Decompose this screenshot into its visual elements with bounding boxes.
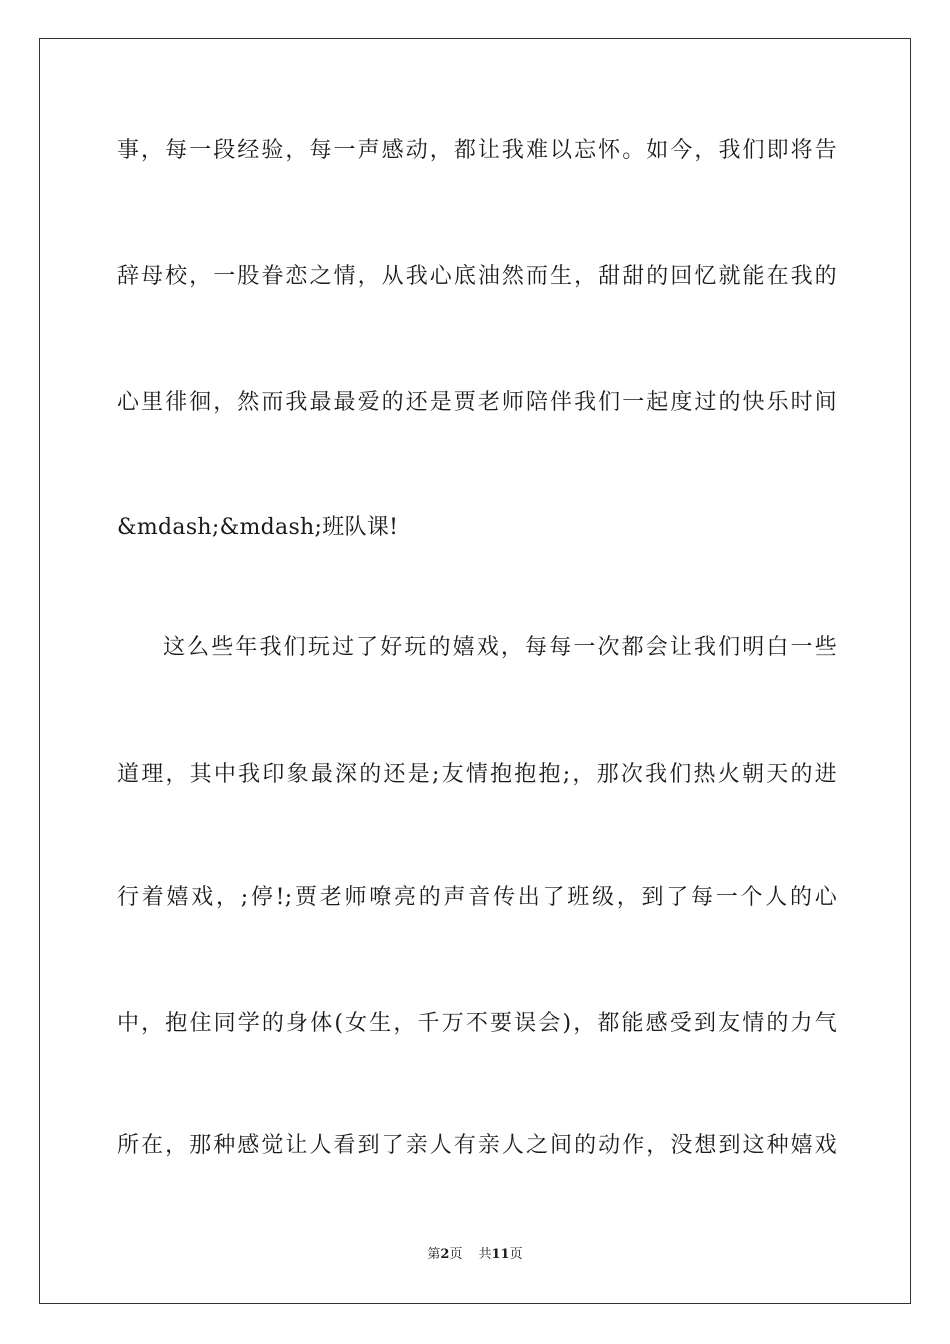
page-suffix: 页 [449, 1247, 463, 1262]
text-line-1: 事，每一段经验，每一声感动，都让我难以忘怀。如今，我们即将告 [117, 138, 837, 163]
page-footer [0, 1246, 950, 1264]
total-suffix: 页 [509, 1247, 523, 1262]
text-line-7: 行着嬉戏，;停!;贾老师嘹亮的声音传出了班级，到了每一个人的心 [117, 885, 837, 910]
text-line-6: 道理，其中我印象最深的还是;友情抱抱抱;，那次我们热火朝天的进 [117, 762, 837, 787]
text-line-3: 心里徘徊，然而我最最爱的还是贾老师陪伴我们一起度过的快乐时间 [117, 390, 837, 415]
text-line-5: 这么些年我们玩过了好玩的嬉戏，每每一次都会让我们明白一些 [163, 635, 837, 660]
text-line-8: 中，抱住同学的身体(女生，千万不要误会)，都能感受到友情的力气 [117, 1011, 837, 1036]
page-border [39, 38, 911, 1304]
page-number: 2 [440, 1247, 450, 1262]
text-line-9: 所在，那种感觉让人看到了亲人有亲人之间的动作，没想到这种嬉戏 [117, 1133, 837, 1158]
page-prefix: 第 [427, 1247, 441, 1262]
total-pages: 11 [491, 1247, 510, 1262]
total-prefix: 共 [478, 1247, 492, 1262]
text-line-2: 辞母校，一股眷恋之情，从我心底油然而生，甜甜的回忆就能在我的 [117, 264, 837, 289]
text-line-4: &mdash;&mdash;班队课! [117, 515, 399, 540]
